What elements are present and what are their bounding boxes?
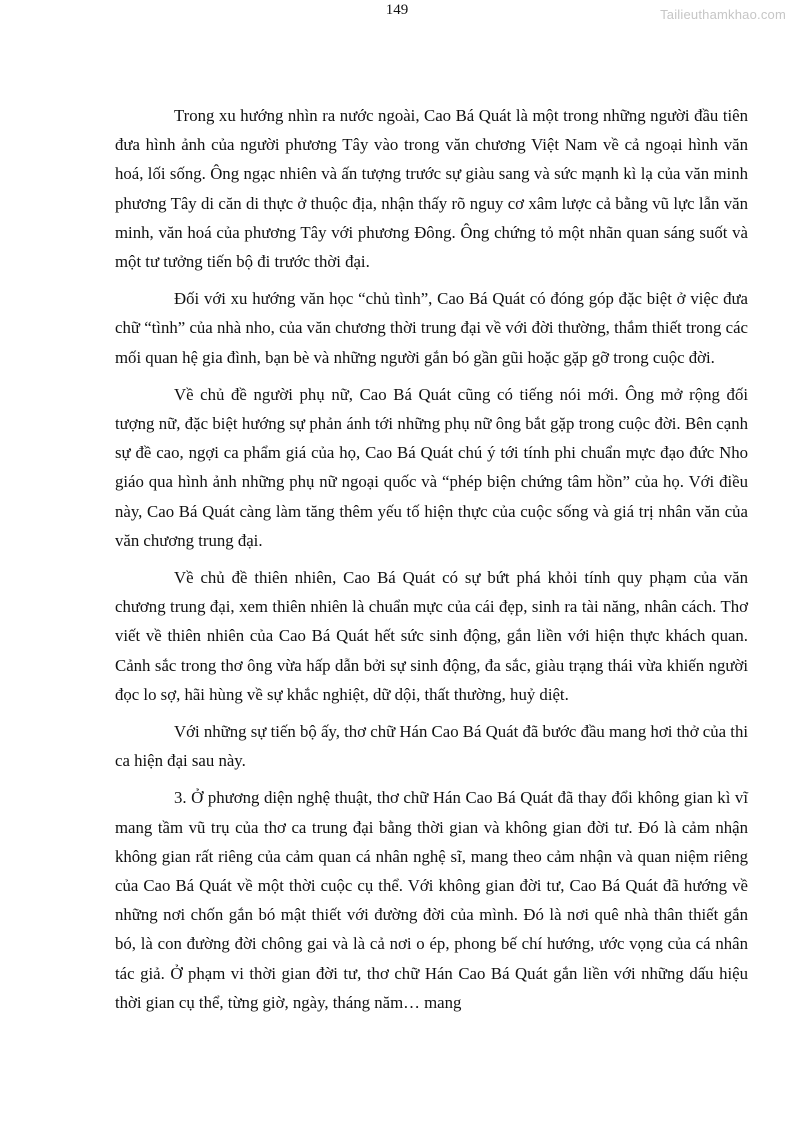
paragraph-western-influence: Trong xu hướng nhìn ra nước ngoài, Cao Bá Quát là một trong những người đầu tiên đưa hình ảnh của người phương Tây vào trong văn chương Việt Nam về cả ngoại hình văn hoá, lối sống. Ông ngạc nhiên và ấn tượng trước sự giàu sang và sức mạnh kì lạ của văn minh phương Tây di căn di thực ở thuộc địa, nhận thấy rõ nguy cơ xâm lược cả bằng vũ lực lẫn văn minh, văn hoá của phương Tây với phương Đông. Ông chứng tỏ một nhãn quan sáng suốt và một tư tưởng tiến bộ đi trước thời đại. <box>115 106 748 272</box>
page-number: 149 <box>385 2 409 18</box>
paragraph-chu-tinh: Đối với xu hướng văn học “chủ tình”, Cao Bá Quát có đóng góp đặc biệt ở việc đưa chữ “tình” của nhà nho, của văn chương thời trung đại về với đời thường, thắm thiết trong các mối quan hệ gia đình, bạn bè và những người gắn bó gần gũi hoặc gặp gỡ trong cuộc đời. <box>115 289 748 367</box>
watermark: Tailieuthamkhao.com <box>660 7 786 22</box>
paragraph-women-theme: Về chủ đề người phụ nữ, Cao Bá Quát cũng có tiếng nói mới. Ông mở rộng đối tượng nữ, đặc biệt hướng sự phản ánh tới những phụ nữ ông bắt gặp trong cuộc đời. Bên cạnh sự đề cao, ngợi ca phẩm giá của họ, Cao Bá Quát chú ý tới tính phi chuẩn mực đạo đức Nho giáo qua hình ảnh những phụ nữ ngoại quốc và “phép biện chứng tâm hồn” của họ. Với điều này, Cao Bá Quát càng làm tăng thêm yếu tố hiện thực của cuộc sống và giá trị nhân văn của văn chương trung đại. <box>115 384 748 550</box>
paragraph-nature-theme: Về chủ đề thiên nhiên, Cao Bá Quát có sự bứt phá khỏi tính quy phạm của văn chương trung đại, xem thiên nhiên là chuẩn mực của cái đẹp, sinh ra tài năng, nhân cách. Thơ viết về thiên nhiên của Cao Bá Quát hết sức sinh động, gắn liền với hiện thực khách quan. Cảnh sắc trong thơ ông vừa hấp dẫn bởi sự sinh động, đa sắc, giàu trạng thái vừa khiến người đọc lo sợ, hãi hùng về sự khắc nghiệt, dữ dội, thất thường, huỷ diệt. <box>115 568 748 704</box>
paragraph-modern-poetry: Với những sự tiến bộ ấy, thơ chữ Hán Cao Bá Quát đã bước đầu mang hơi thở của thi ca hiện đại sau này. <box>115 722 748 771</box>
paragraph-artistic-aspect: 3. Ở phương diện nghệ thuật, thơ chữ Hán Cao Bá Quát đã thay đổi không gian kì vĩ mang tầm vũ trụ của thơ ca trung đại bằng thời gian và không gian đời tư. Đó là cảm nhận không gian rất riêng của cảm quan cá nhân nghệ sĩ, mang theo cảm nhận và quan niệm riêng của Cao Bá Quát về một thời cuộc cụ thể. Với không gian đời tư, Cao Bá Quát đã hướng về những nơi chốn gắn bó mật thiết với đường đời của mình. Đó là nơi quê nhà thân thiết gắn bó, là con đường đời chông gai và là cả nơi o ép, phong bế chí hướng, ước vọng của cá nhân tác giả. Ở phạm vi thời gian đời tư, thơ chữ Hán Cao Bá Quát gắn liền với những dấu hiệu thời gian cụ thể, từng giờ, ngày, tháng năm… mang <box>115 788 748 1012</box>
document-body <box>115 101 748 1025</box>
